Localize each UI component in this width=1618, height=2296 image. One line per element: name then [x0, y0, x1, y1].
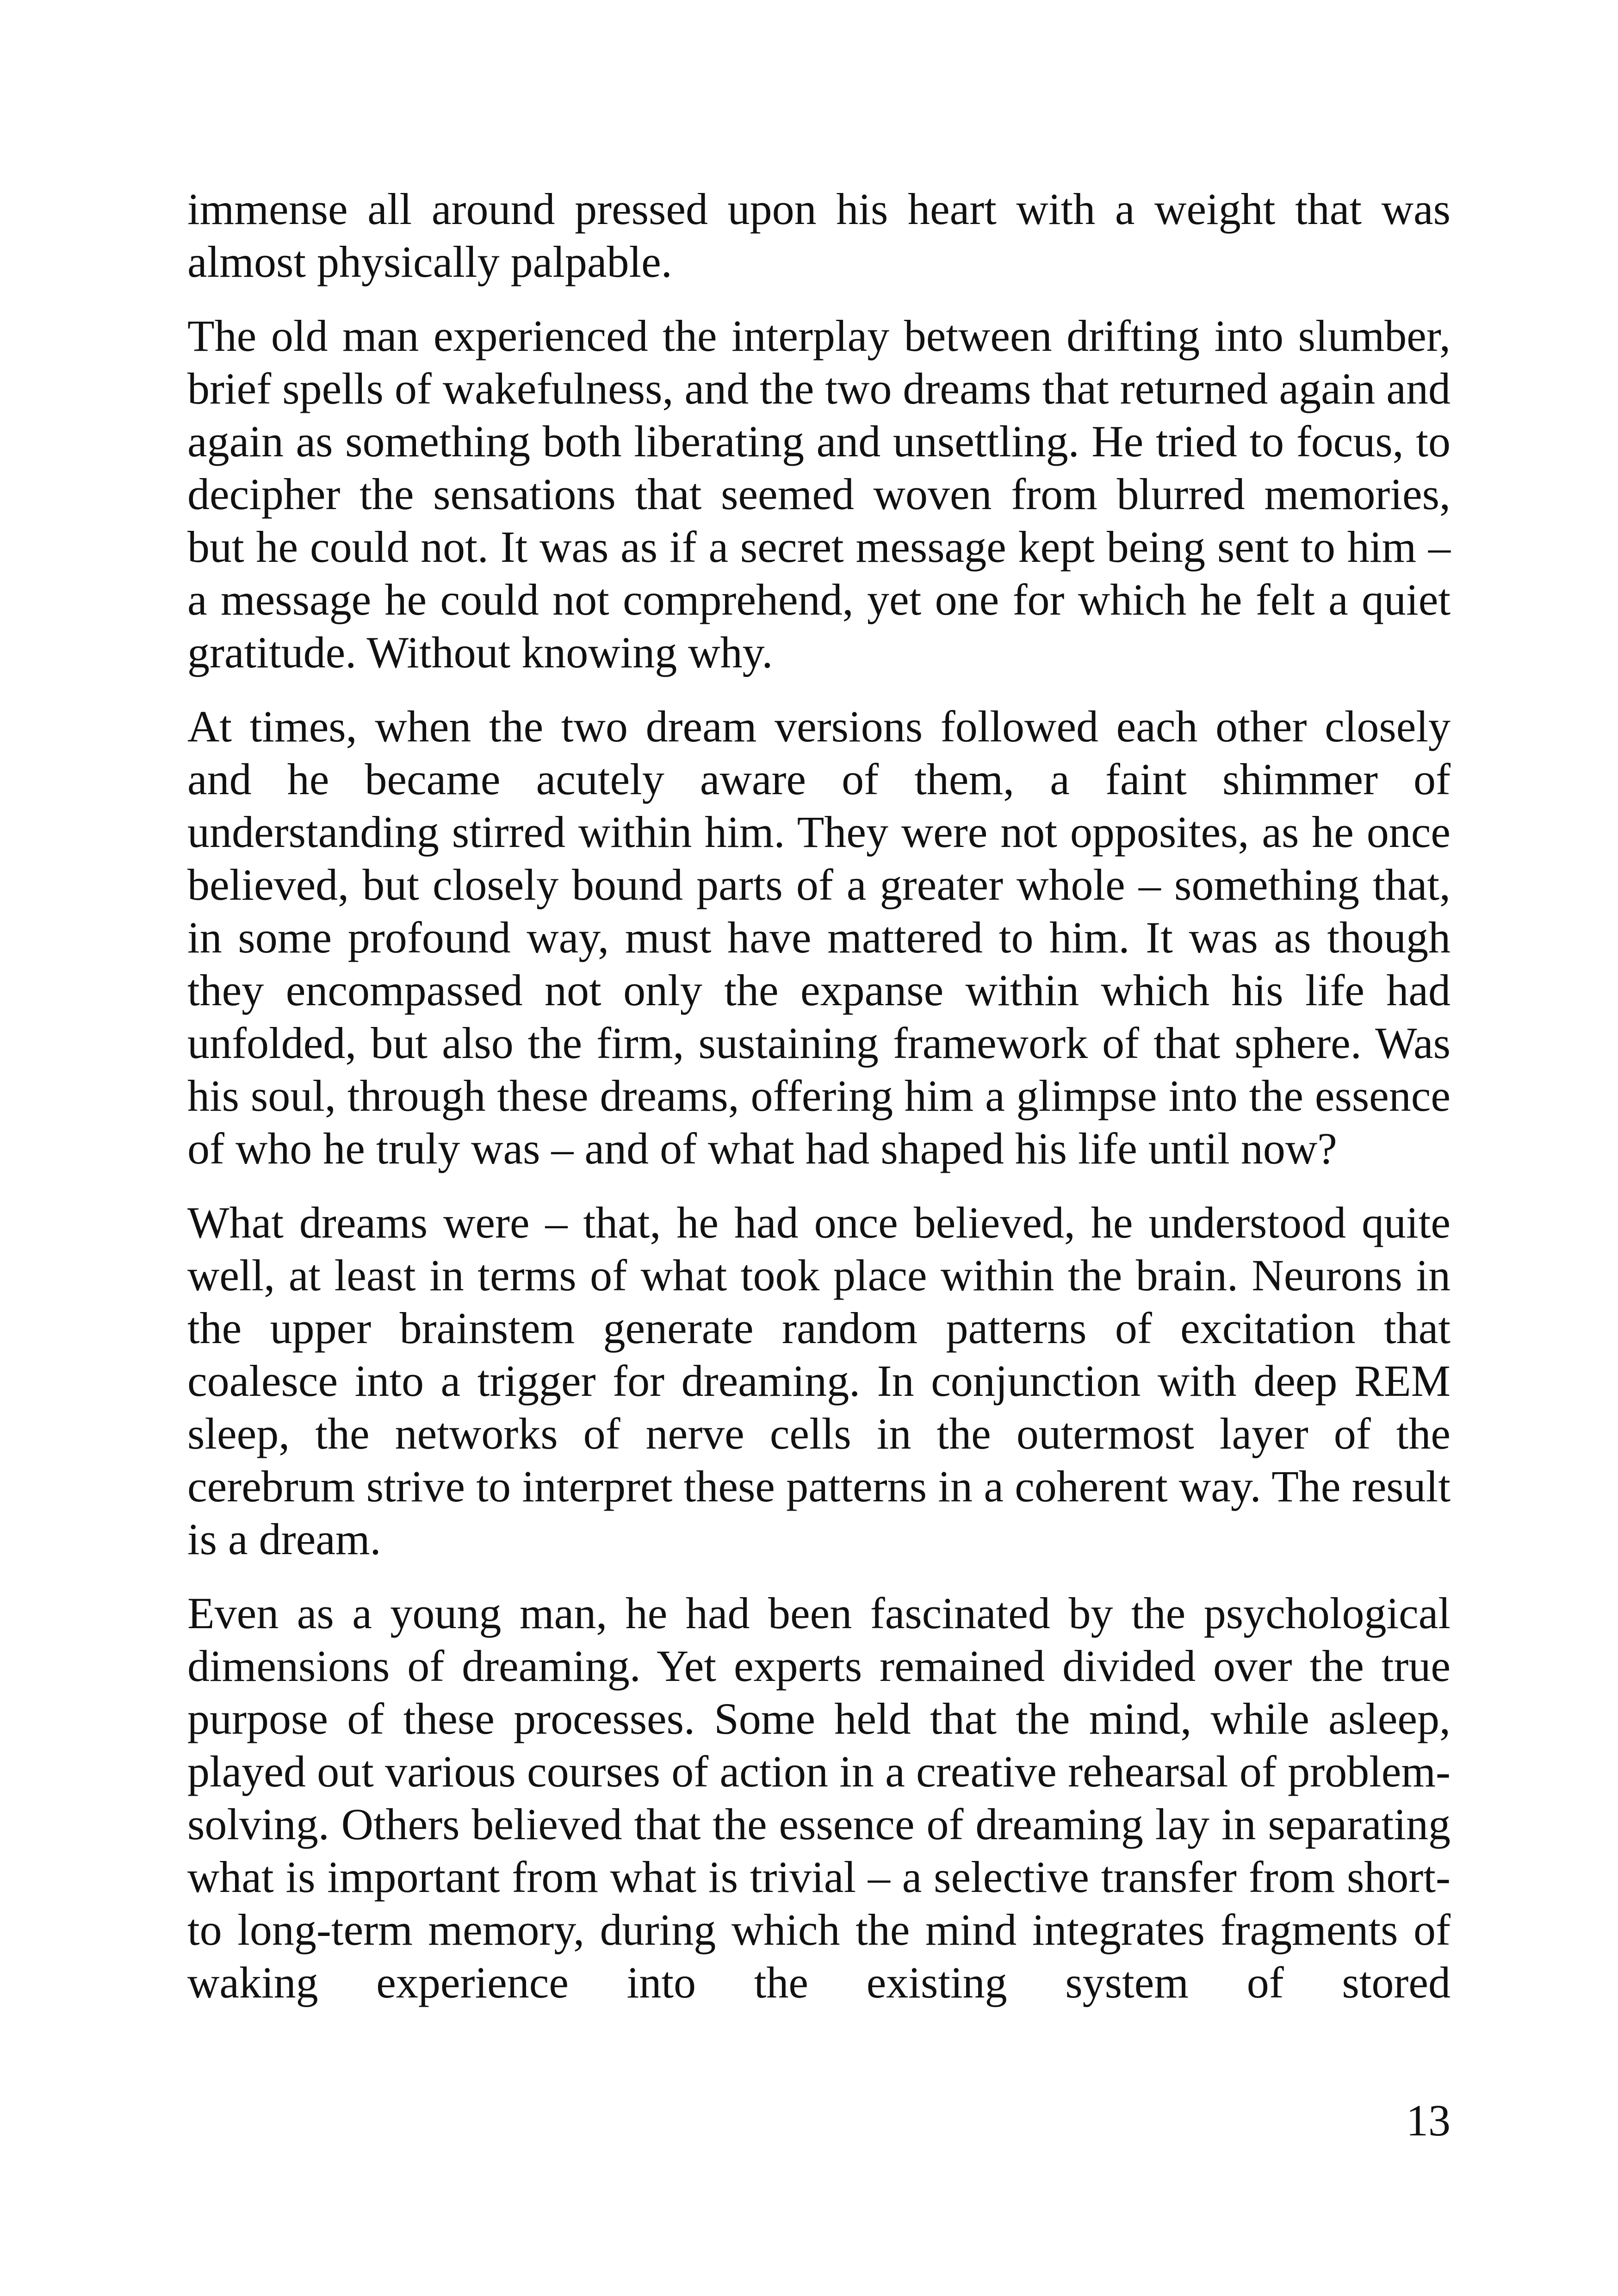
body-text [187, 183, 1451, 2030]
page-number: 13 [1406, 2096, 1451, 2145]
paragraph: At times, when the two dream versions followed each other closely and he became acutely aware of them, a faint shimmer of understanding stirred within him. They were not opposites, as he once believed, but closely bound parts of a greater whole – something that, in some profound way, must have mattered to him. It was as though they encompassed not only the expanse within which his life had unfolded, but also the firm, sustaining framework of that sphere. Was his soul, through these dreams, offering him a glimpse into the essence of who he truly was – and of what had shaped his life until now? [187, 702, 1451, 1173]
paragraph: The old man experienced the interplay between drifting into slumber, brief spells of wakefulness, and the two dreams that returned again and again as something both liberating and unsettling. He tried to focus, to decipher the sensations that seemed woven from blurred memories, but he could not. It was as if a secret message kept being sent to him – a message he could not comprehend, yet one for which he felt a quiet gratitude. Without knowing why. [187, 311, 1451, 677]
paragraph: immense all around pressed upon his heart with a weight that was almost physically palpable. [187, 184, 1451, 286]
paragraph: Even as a young man, he had been fascinated by the psychological dimensions of dreaming. Yet experts remained divided over the true purpose of these processes. Some held that the mind, while asleep, played out various courses of action in a creative rehearsal of problem-solving. Others believed that the essence of dreaming lay in separating what is important from what is trivial – a selective transfer from short- to long-term memory, during which the mind integrates fragments of waking experience into the existing system of stored [187, 1588, 1451, 2007]
paragraph: What dreams were – that, he had once believed, he understood quite well, at least in terms of what took place within the brain. Neurons in the upper brainstem generate random patterns of excitation that coalesce into a trigger for dreaming. In conjunction with deep REM sleep, the networks of nerve cells in the outermost layer of the cerebrum strive to interpret these patterns in a coherent way. The result is a dream. [187, 1198, 1451, 1564]
